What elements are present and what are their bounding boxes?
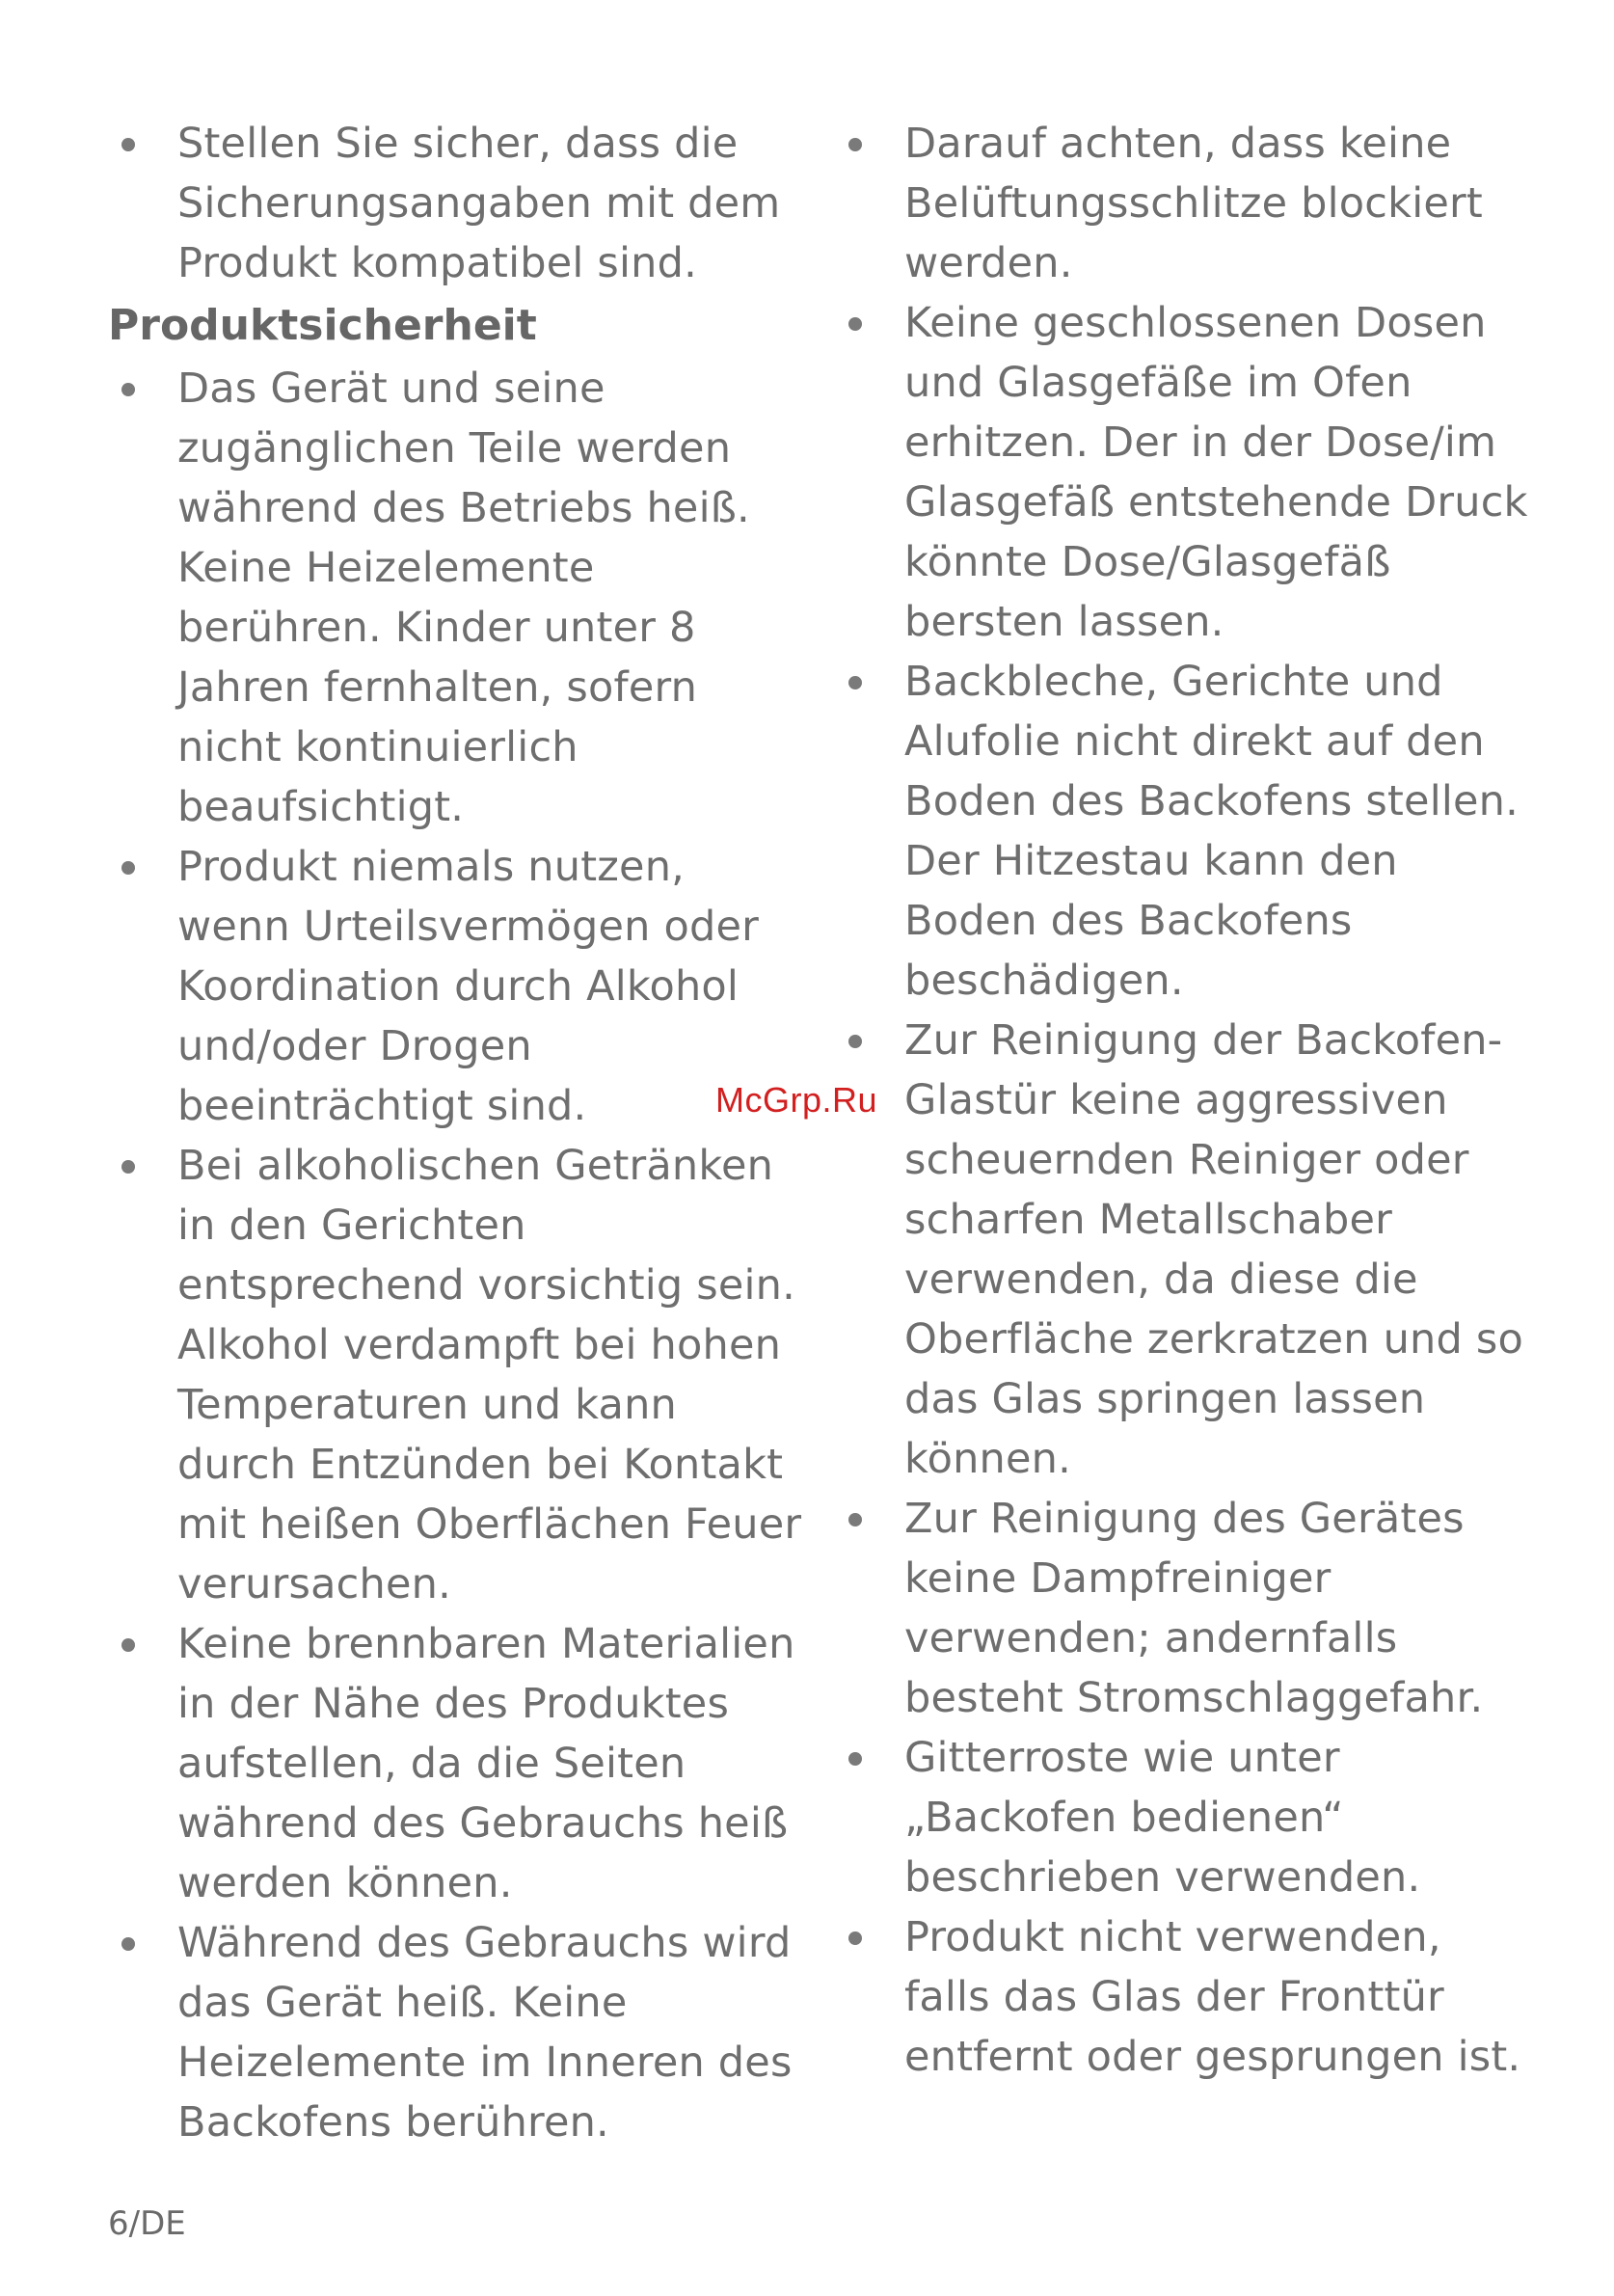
bullet-icon bbox=[848, 138, 862, 151]
list-item bbox=[108, 359, 802, 837]
list-item bbox=[108, 1913, 802, 2152]
bullet-icon bbox=[121, 383, 135, 396]
safety-list-right bbox=[835, 114, 1529, 2087]
list-item bbox=[108, 837, 802, 1136]
list-item-text: Backbleche, Gerichte und Alufolie nicht direkt auf den Boden des Backofens stellen. Der Hitzestau kann den Boden des Backofens beschädigen. bbox=[904, 658, 1519, 1005]
list-item bbox=[108, 1614, 802, 1913]
list-item-text: Das Gerät und seine zugänglichen Teile werden während des Betriebs heiß. Keine Heizelemente berühren. Kinder unter 8 Jahren fernhalten, sofern nicht kontinuierlich beaufsichtigt. bbox=[177, 365, 750, 831]
bullet-icon bbox=[848, 1035, 862, 1048]
bullet-icon bbox=[848, 317, 862, 331]
list-item bbox=[108, 1136, 802, 1614]
list-item-text: Stellen Sie sicher, dass die Sicherungsangaben mit dem Produkt kompatibel sind. bbox=[177, 120, 781, 287]
list-item-text: Produkt niemals nutzen, wenn Urteilsvermögen oder Koordination durch Alkohol und/oder Drogen beeinträchtigt sind. bbox=[177, 843, 759, 1130]
list-item bbox=[835, 1489, 1529, 1728]
bullet-icon bbox=[848, 1931, 862, 1945]
bullet-icon bbox=[848, 676, 862, 689]
list-item bbox=[835, 652, 1529, 1011]
list-item bbox=[108, 114, 802, 293]
bullet-icon bbox=[121, 861, 135, 875]
page-number: 6/DE bbox=[108, 2204, 186, 2243]
left-column bbox=[108, 114, 802, 2152]
list-item-text: Keine geschlossenen Dosen und Glasgefäße im Ofen erhitzen. Der in der Dose/im Glasgefäß entstehende Druck könnte Dose/Glasgefäß bersten lassen. bbox=[904, 299, 1528, 646]
list-item bbox=[835, 293, 1529, 652]
bullet-icon bbox=[121, 1638, 135, 1652]
bullet-icon bbox=[848, 1752, 862, 1766]
list-item-text: Darauf achten, dass keine Belüftungsschlitze blockiert werden. bbox=[904, 120, 1483, 287]
list-item bbox=[835, 1011, 1529, 1489]
list-item-text: Gitterroste wie unter „Backofen bedienen“ beschrieben verwenden. bbox=[904, 1734, 1421, 1902]
bullet-icon bbox=[121, 1160, 135, 1174]
watermark: McGrp.Ru bbox=[715, 1080, 878, 1120]
list-item bbox=[835, 114, 1529, 293]
safety-list-left bbox=[108, 359, 802, 2152]
list-item-text: Zur Reinigung der Backofen-Glastür keine aggressiven scheuernden Reiniger oder scharfen Metallschaber verwenden, da diese die Oberfläche zerkratzen und so das Glas springen lassen können. bbox=[904, 1016, 1523, 1483]
list-item-text: Während des Gebrauchs wird das Gerät heiß. Keine Heizelemente im Inneren des Backofens berühren. bbox=[177, 1919, 793, 2147]
intro-list bbox=[108, 114, 802, 293]
section-heading: Produktsicherheit bbox=[108, 301, 537, 350]
list-item bbox=[835, 1907, 1529, 2087]
bullet-icon bbox=[121, 1937, 135, 1951]
right-column bbox=[835, 114, 1529, 2087]
bullet-icon bbox=[121, 138, 135, 151]
list-item-text: Bei alkoholischen Getränken in den Gerichten entsprechend vorsichtig sein. Alkohol verdampft bei hohen Temperaturen und kann durch Entzünden bei Kontakt mit heißen Oberflächen Feuer verursachen. bbox=[177, 1142, 802, 1608]
list-item-text: Zur Reinigung des Gerätes keine Dampfreiniger verwenden; andernfalls besteht Stromschlaggefahr. bbox=[904, 1495, 1484, 1722]
list-item-text: Produkt nicht verwenden, falls das Glas der Fronttür entfernt oder gesprungen ist. bbox=[904, 1913, 1521, 2081]
bullet-icon bbox=[848, 1513, 862, 1526]
list-item-text: Keine brennbaren Materialien in der Nähe des Produktes aufstellen, da die Seiten während des Gebrauchs heiß werden können. bbox=[177, 1620, 795, 1907]
list-item bbox=[835, 1728, 1529, 1907]
